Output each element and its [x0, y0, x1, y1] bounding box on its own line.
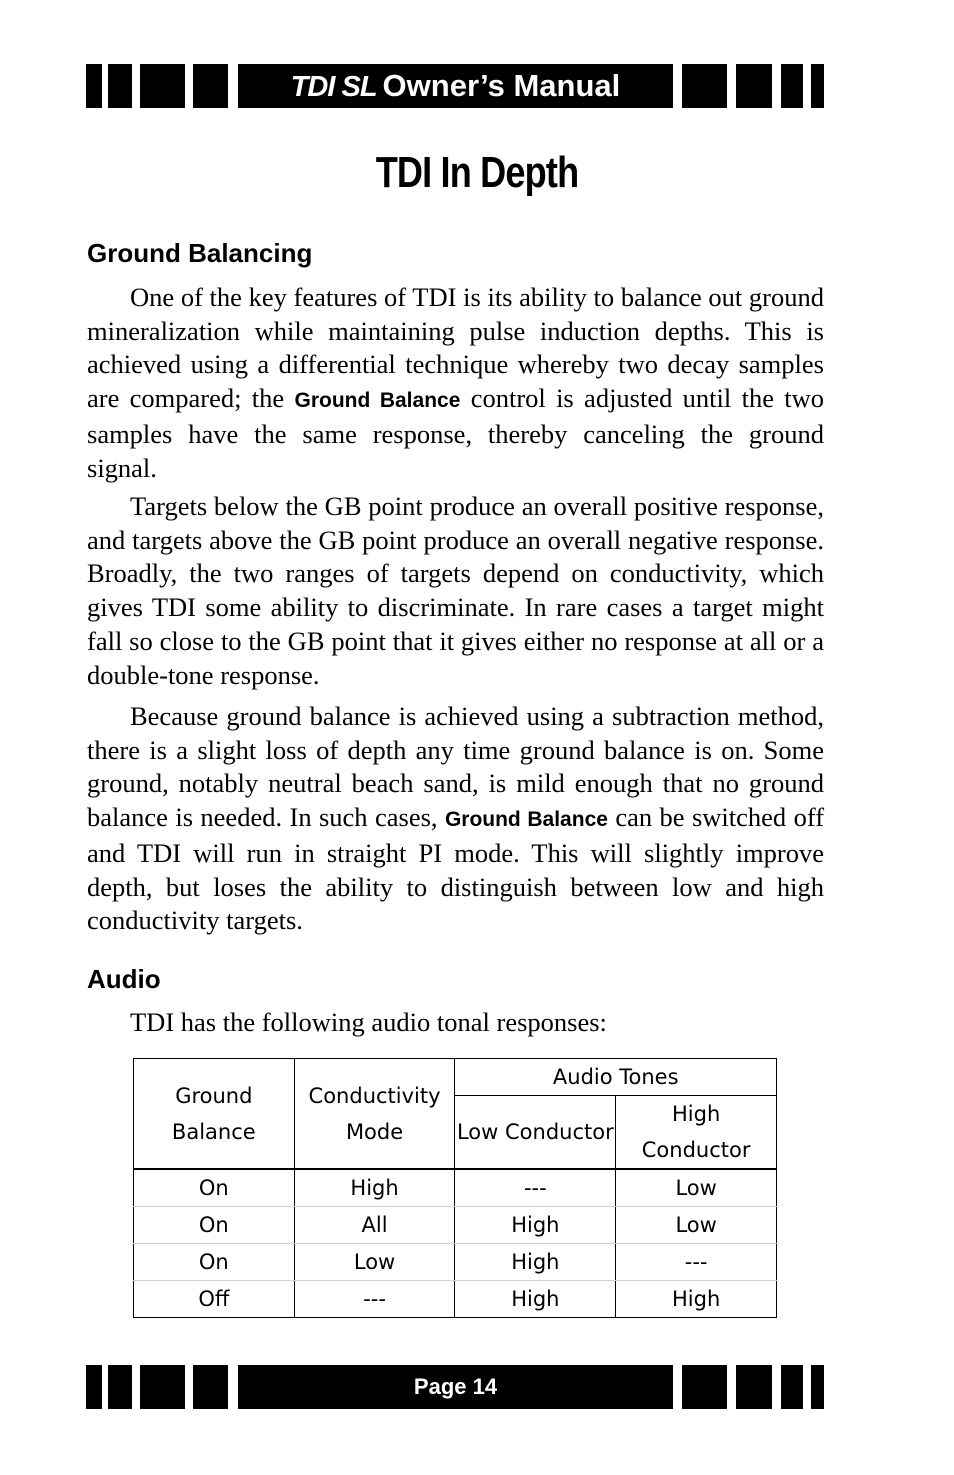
page-title: TDI In Depth — [375, 148, 579, 197]
footer-block — [682, 1365, 727, 1409]
table-cell: High — [455, 1244, 616, 1281]
table-cell: On — [134, 1244, 295, 1281]
footer-block — [140, 1365, 185, 1409]
header-ground-balance: Ground Balance — [134, 1059, 295, 1170]
ground-balancing-paragraph-2: Targets below the GB point produce an overall positive response, and targets above the GB point produce an overall negative response. Broadly, the two ranges of targets depend on conductivity, which gives TDI some ability to discriminate. In rare cases a target might fall so close to the GB point that it gives either no response at all or a double-tone response. — [87, 491, 824, 690]
table-row — [134, 1281, 777, 1318]
table-row — [134, 1244, 777, 1281]
table-cell: --- — [455, 1169, 616, 1207]
control-name-ground-balance: Ground Balance — [294, 389, 461, 413]
table-row — [134, 1169, 777, 1207]
header-block — [193, 64, 228, 108]
text: One of the key features of TDI is its ability to balance out ground mineralization while maintaining pulse induction depths. This is achieved using a differential technique whereby two decay samples are compared; the — [87, 282, 824, 414]
table-cell: Low — [294, 1244, 455, 1281]
footer-block — [108, 1365, 132, 1409]
text: can be switched off and TDI will run in straight PI mode. This will slightly improve depth, but loses the ability to distinguish between low and high conductivity targets. — [87, 802, 825, 936]
header-high-conductor: High Conductor — [616, 1096, 777, 1170]
table-cell: --- — [294, 1281, 455, 1318]
header-block — [140, 64, 185, 108]
header-bar — [86, 64, 824, 108]
header-low-conductor: Low Conductor — [455, 1096, 616, 1170]
header-brand: TDI SL — [290, 71, 377, 103]
table-cell: Low — [616, 1207, 777, 1244]
table-row — [134, 1207, 777, 1244]
header-conductivity-mode: Conductivity Mode — [294, 1059, 455, 1170]
header-title-box — [238, 64, 673, 108]
header-block — [86, 64, 102, 108]
table-cell: High — [455, 1207, 616, 1244]
table-cell: All — [294, 1207, 455, 1244]
header-block — [736, 64, 772, 108]
control-name-ground-balance: Ground Balance — [444, 808, 608, 832]
footer-block — [811, 1365, 824, 1409]
header-title: Owner’s Manual — [382, 68, 621, 103]
footer-block — [736, 1365, 772, 1409]
header-block — [781, 64, 803, 108]
table-cell: On — [134, 1169, 295, 1207]
section-heading-audio: Audio — [87, 964, 161, 994]
footer-block — [193, 1365, 228, 1409]
header-block — [108, 64, 132, 108]
text: Because ground balance is achieved using a subtraction method, there is a slight loss of depth any time ground balance is on. Some ground, notably neutral beach sand, is mild enough that no ground balance is needed. In such cases, — [87, 701, 824, 833]
table-cell: Low — [616, 1169, 777, 1207]
table-cell: On — [134, 1207, 295, 1244]
header-block — [682, 64, 727, 108]
table-cell: High — [616, 1281, 777, 1318]
audio-tones-table — [133, 1058, 777, 1318]
footer-bar — [86, 1365, 824, 1409]
table-cell: High — [294, 1169, 455, 1207]
table-cell: High — [455, 1281, 616, 1318]
table-cell: Off — [134, 1281, 295, 1318]
page-number: Page 14 — [238, 1365, 673, 1409]
audio-intro: TDI has the following audio tonal responses: — [130, 1007, 607, 1037]
footer-block — [86, 1365, 102, 1409]
header-block — [811, 64, 824, 108]
header-audio-tones: Audio Tones — [455, 1059, 777, 1096]
table-cell: --- — [616, 1244, 777, 1281]
footer-block — [781, 1365, 803, 1409]
text: control is adjusted until the two samples have the same response, thereby canceling the ground signal. — [87, 383, 825, 483]
ground-balancing-paragraph-3 — [87, 700, 824, 938]
section-heading-ground-balancing: Ground Balancing — [87, 238, 313, 268]
ground-balancing-paragraph-1 — [87, 281, 824, 485]
